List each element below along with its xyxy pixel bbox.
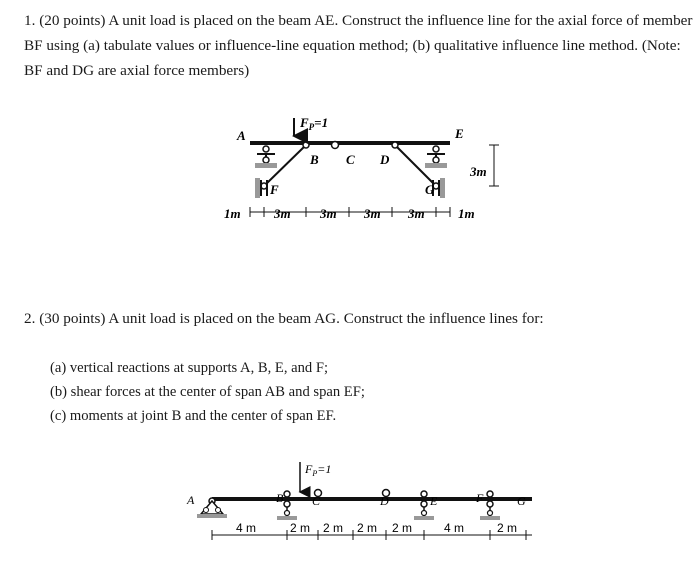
dim-label-2-1: 4 m bbox=[236, 521, 257, 535]
problem-2-item-b: (b) shear forces at the center of span AB and span EF; bbox=[50, 384, 365, 400]
dim-label-2-4: 2 m bbox=[357, 521, 378, 535]
node-label-g: G bbox=[425, 182, 435, 197]
node-label-e: E bbox=[455, 126, 464, 141]
problem-2-text: 2. (30 points) A unit load is placed on the beam AG. Construct the influence lines for: bbox=[24, 310, 544, 327]
node-label-a2: A bbox=[187, 493, 195, 507]
dim-label-2-5: 2 m bbox=[392, 521, 413, 535]
problem-1-text: 1. (20 points) A unit load is placed on the beam AE. Construct the influence line for the axial force of member BF using (a) tabulate values or influence-line equation method; (b) qualitative influence line method. (Note: BF and DG are axial force members) bbox=[24, 12, 693, 79]
node-label-f: F bbox=[270, 182, 279, 197]
dim-label-2: 3m bbox=[274, 206, 291, 221]
dim-label-2-2: 2 m bbox=[290, 521, 311, 535]
node-label-d2: D bbox=[380, 494, 389, 508]
node-label-c2: C bbox=[312, 494, 321, 508]
node-label-b2: B bbox=[276, 491, 284, 505]
dim-label-4: 3m bbox=[364, 206, 381, 221]
dim-label-2-7: 2 m bbox=[497, 521, 518, 535]
dim-label-3: 3m bbox=[320, 206, 337, 221]
dim-label-1: 1m bbox=[224, 206, 241, 221]
load-label-2: $F_P=1$ bbox=[305, 462, 332, 478]
node-label-d: D bbox=[380, 152, 390, 167]
load-label-1: $F_P=1$ bbox=[300, 115, 329, 132]
node-label-a: A bbox=[237, 128, 246, 143]
dim-label-6: 1m bbox=[458, 206, 475, 221]
node-label-c: C bbox=[346, 152, 355, 167]
problem-2-item-c: (c) moments at joint B and the center of span EF. bbox=[50, 408, 337, 424]
node-label-g2: G bbox=[517, 494, 526, 508]
dim-label-2-6: 4 m bbox=[444, 521, 465, 535]
node-label-b: B bbox=[310, 152, 319, 167]
dim-label-5: 3m bbox=[408, 206, 425, 221]
height-dim-label: 3m bbox=[470, 164, 487, 179]
problem-2-item-a: (a) vertical reactions at supports A, B, E, and F; bbox=[50, 360, 329, 376]
node-label-e2: E bbox=[430, 494, 438, 508]
dim-label-2-3: 2 m bbox=[323, 521, 344, 535]
node-label-f2: F bbox=[476, 491, 484, 505]
